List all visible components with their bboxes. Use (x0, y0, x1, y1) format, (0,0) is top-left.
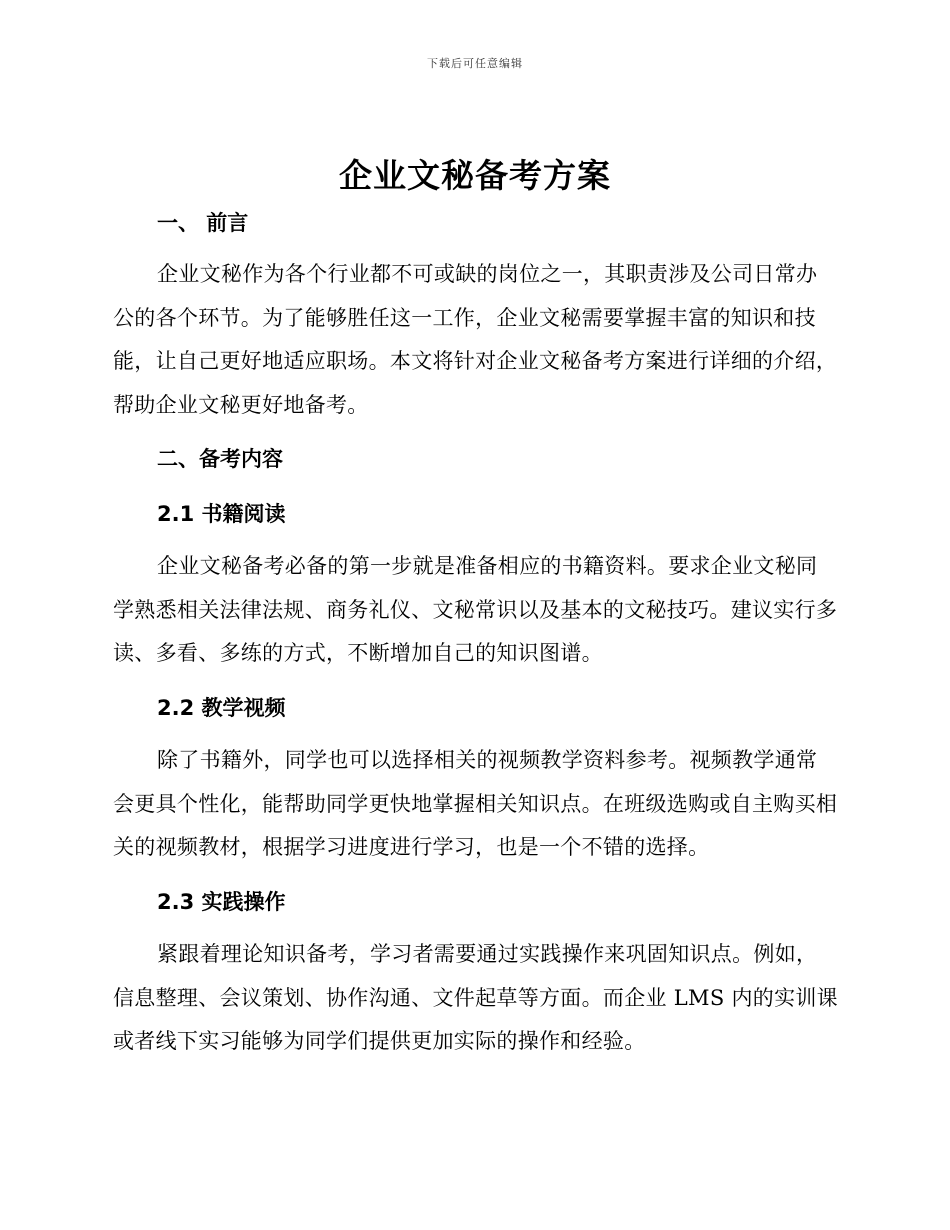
subsection-heading-books: 2.1 书籍阅读 (157, 502, 286, 526)
paragraph-videos: 除了书籍外，同学也可以选择相关的视频教学资料参考。视频教学通常会更具个性化，能帮助同学更快地掌握相关知识点。在班级选购或自主购买相关的视频教材，根据学习进度进行学习，也是一个不错的选择。 (113, 748, 838, 859)
subsection-heading-videos: 2.2 教学视频 (157, 696, 286, 720)
paragraph-books: 企业文秘备考必备的第一步就是准备相应的书籍资料。要求企业文秘同学熟悉相关法律法规、商务礼仪、文秘常识以及基本的文秘技巧。建议实行多读、多看、多练的方式，不断增加自己的知识图谱。 (113, 554, 838, 665)
paragraph-practice: 紧跟着理论知识备考，学习者需要通过实践操作来巩固知识点。例如，信息整理、会议策划、协作沟通、文件起草等方面。而企业 LMS 内的实训课或者线下实习能够为同学们提供更加实际的操作和经验。 (113, 942, 838, 1053)
section-heading-preface: 一、 前言 (157, 211, 249, 235)
header-note: 下载后可任意编辑 (427, 57, 523, 70)
subsection-heading-practice: 2.3 实践操作 (157, 890, 286, 914)
paragraph-preface: 企业文秘作为各个行业都不可或缺的岗位之一，其职责涉及公司日常办公的各个环节。为了能够胜任这一工作，企业文秘需要掌握丰富的知识和技能，让自己更好地适应职场。本文将针对企业文秘备考方案进行详细的介绍，帮助企业文秘更好地备考。 (113, 262, 838, 417)
document-title: 企业文秘备考方案 (339, 156, 611, 195)
section-heading-content: 二、备考内容 (157, 447, 283, 471)
